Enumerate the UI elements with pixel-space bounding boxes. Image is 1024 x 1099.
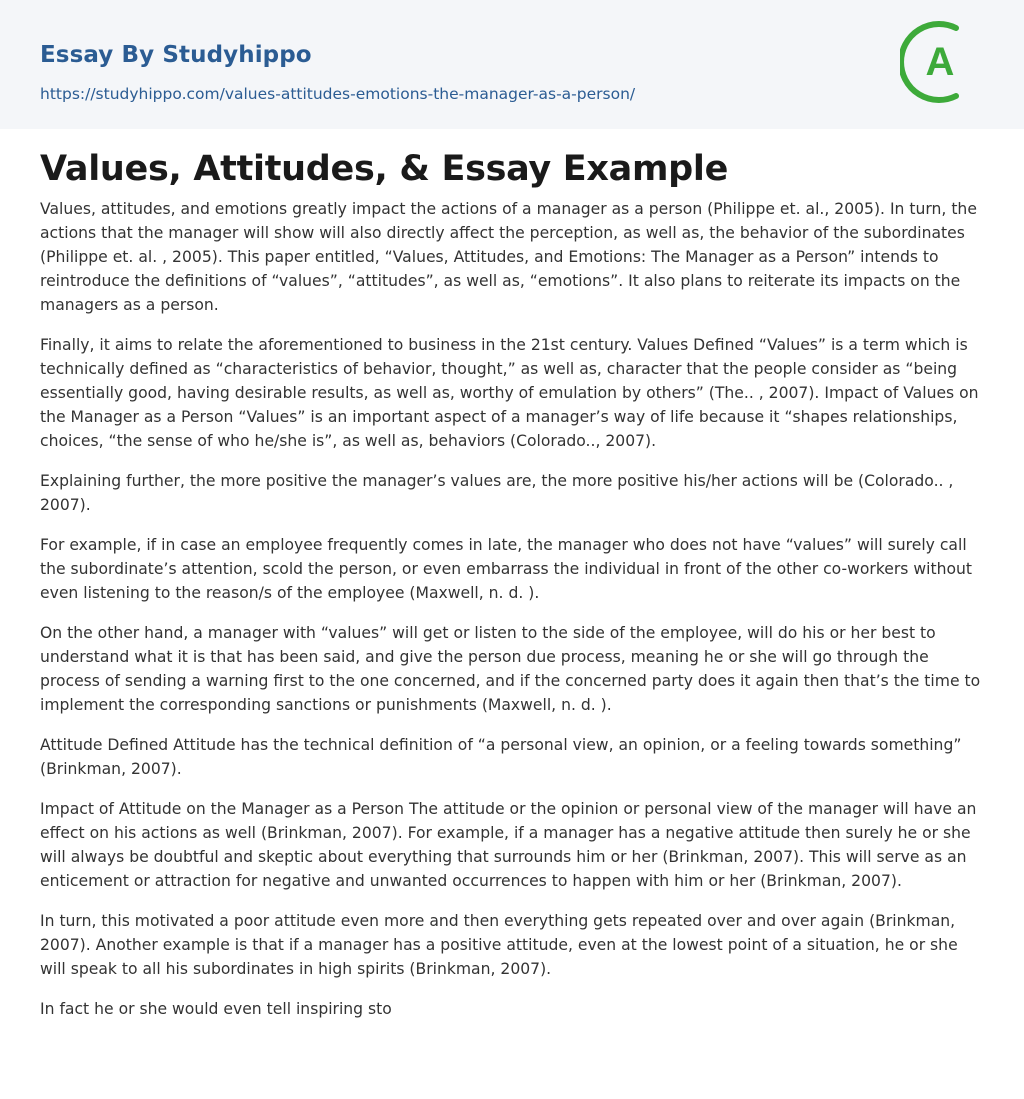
source-url-link[interactable]: https://studyhippo.com/values-attitudes-emotions-the-manager-as-a-person/ [40,85,636,103]
site-title[interactable]: Essay By Studyhippo [40,42,312,68]
paragraph: On the other hand, a manager with “values” will get or listen to the side of the employee, will do his or her best to understand what it is that has been said, and give the person due process, meaning he or she will go through the process of sending a warning first to the one concerned, and if the concerned party does it again then that’s the time to implement the corresponding sanctions or punishments (Maxwell, n. d. ). [40,624,981,714]
paragraph: Values, attitudes, and emotions greatly impact the actions of a manager as a person (Philippe et. al., 2005). In turn, the actions that the manager will show will also directly affect the perception, as well as, the behavior of the subordinates (Philippe et. al. , 2005). This paper entitled, “Values, Attitudes, and Emotions: The Manager as a Person” intends to reintroduce the definitions of “values”, “attitudes”, as well as, “emotions”. It also plans to reiterate its impacts on the managers as a person. [40,200,977,314]
studyhippo-logo-icon[interactable] [900,18,988,106]
article-body [0,147,1024,1021]
paragraph: For example, if in case an employee frequently comes in late, the manager who does not have “values” will surely call the subordinate’s attention, scold the person, or even embarrass the individual in front of the other co-workers without even listening to the reason/s of the employee (Maxwell, n. d. ). [40,536,973,602]
paragraph: Finally, it aims to relate the aforementioned to business in the 21st century. Values Defined “Values” is a term which is technically defined as “characteristics of behavior, thought,” as well as, character that the people consider as “being essentially good, having desirable results, as well as, worthy of emulation by others” (The.. , 2007). Impact of Values on the Manager as a Person “Values” is an important aspect of a manager’s way of life because it “shapes relationships, choices, “the sense of who he/she is”, as well as, behaviors (Colorado.., 2007). [40,336,979,450]
page-title: Values, Attitudes, & Essay Example [40,149,729,189]
logo-letter: A [925,40,955,84]
site-header [0,0,1024,129]
paragraph: In fact he or she would even tell inspiring sto [40,1000,392,1018]
paragraph: Attitude Defined Attitude has the technical definition of “a personal view, an opinion, or a feeling towards something” (Brinkman, 2007). [40,736,962,778]
paragraph: Explaining further, the more positive the manager’s values are, the more positive his/her actions will be (Colorado.. , 2007). [40,472,954,514]
paragraph: Impact of Attitude on the Manager as a Person The attitude or the opinion or personal view of the manager will have an effect on his actions as well (Brinkman, 2007). For example, if a manager has a negative attitude then surely he or she will always be doubtful and skeptic about everything that surrounds him or her (Brinkman, 2007). This will serve as an enticement or attraction for negative and unwanted occurrences to happen with him or her (Brinkman, 2007). [40,800,977,890]
paragraph: In turn, this motivated a poor attitude even more and then everything gets repeated over and over again (Brinkman, 2007). Another example is that if a manager has a positive attitude, even at the lowest point of a situation, he or she will speak to all his subordinates in high spirits (Brinkman, 2007). [40,912,958,978]
